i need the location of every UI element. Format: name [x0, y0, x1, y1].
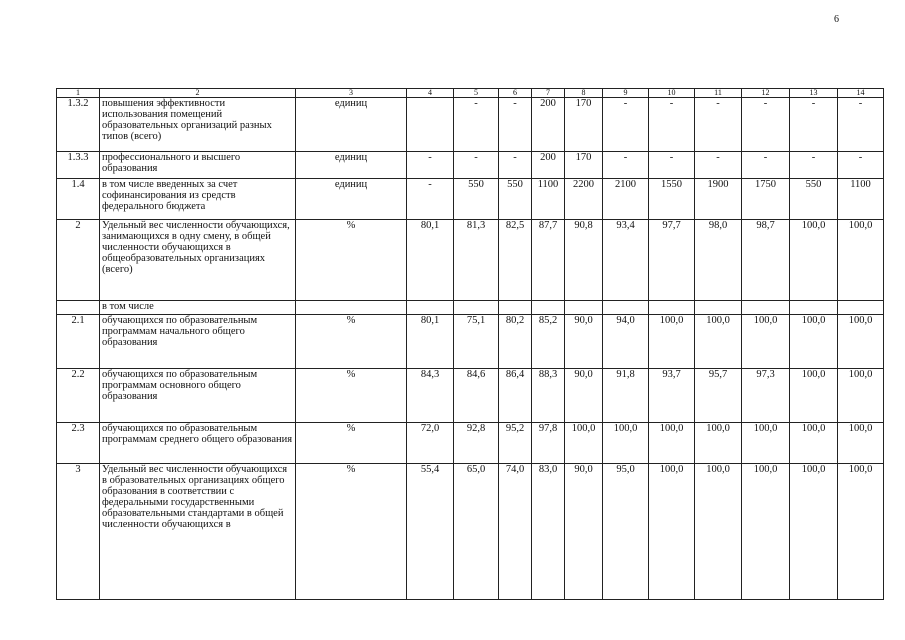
- value-cell: 100,0: [695, 315, 742, 369]
- indicator-name: в том числе: [100, 301, 296, 315]
- value-cell: 80,1: [407, 315, 454, 369]
- row-number: 2.3: [57, 423, 100, 464]
- value-cell: 84,3: [407, 369, 454, 423]
- value-cell: 72,0: [407, 423, 454, 464]
- unit-cell: %: [296, 369, 407, 423]
- value-cell: [565, 301, 603, 315]
- column-number: 4: [407, 89, 454, 98]
- value-cell: -: [838, 152, 884, 179]
- value-cell: 91,8: [603, 369, 649, 423]
- unit-cell: %: [296, 423, 407, 464]
- value-cell: -: [499, 152, 532, 179]
- value-cell: 65,0: [454, 464, 499, 600]
- column-number: 7: [532, 89, 565, 98]
- row-number: 1.3.3: [57, 152, 100, 179]
- value-cell: 550: [499, 179, 532, 220]
- row-number: 3: [57, 464, 100, 600]
- value-cell: 80,1: [407, 220, 454, 301]
- value-cell: 100,0: [649, 464, 695, 600]
- indicator-name: обучающихся по образовательным программам среднего общего образования: [100, 423, 296, 464]
- row-number: 2.2: [57, 369, 100, 423]
- page-number: 6: [834, 14, 839, 25]
- column-number: 13: [790, 89, 838, 98]
- column-number: 9: [603, 89, 649, 98]
- value-cell: -: [649, 98, 695, 152]
- row-number: 2: [57, 220, 100, 301]
- indicators-table: [56, 88, 884, 600]
- indicator-name: Удельный вес численности обучающихся в образовательных организациях общего образования в соответствии с федеральными государственными образовательными стандартами в общей численности обучающихся в: [100, 464, 296, 600]
- value-cell: -: [790, 98, 838, 152]
- value-cell: 93,7: [649, 369, 695, 423]
- table-row: [57, 369, 884, 423]
- value-cell: -: [742, 98, 790, 152]
- column-number-row: [57, 89, 884, 98]
- table-row: [57, 152, 884, 179]
- value-cell: [649, 301, 695, 315]
- value-cell: -: [649, 152, 695, 179]
- value-cell: -: [790, 152, 838, 179]
- value-cell: 100,0: [790, 464, 838, 600]
- indicator-name: обучающихся по образовательным программам основного общего образования: [100, 369, 296, 423]
- value-cell: 98,0: [695, 220, 742, 301]
- value-cell: 550: [454, 179, 499, 220]
- value-cell: 75,1: [454, 315, 499, 369]
- value-cell: 95,7: [695, 369, 742, 423]
- column-number: 10: [649, 89, 695, 98]
- value-cell: 90,8: [565, 220, 603, 301]
- value-cell: 84,6: [454, 369, 499, 423]
- value-cell: 100,0: [742, 315, 790, 369]
- value-cell: 95,0: [603, 464, 649, 600]
- column-number: 12: [742, 89, 790, 98]
- table-row: [57, 179, 884, 220]
- value-cell: -: [603, 152, 649, 179]
- indicator-name: повышения эффективности использования помещений образовательных организаций разных типов (всего): [100, 98, 296, 152]
- value-cell: 92,8: [454, 423, 499, 464]
- value-cell: 82,5: [499, 220, 532, 301]
- value-cell: 200: [532, 152, 565, 179]
- value-cell: 55,4: [407, 464, 454, 600]
- value-cell: 100,0: [695, 464, 742, 600]
- value-cell: 80,2: [499, 315, 532, 369]
- value-cell: 100,0: [838, 315, 884, 369]
- row-number: 1.3.2: [57, 98, 100, 152]
- indicator-name: в том числе введенных за счет софинансирования из средств федерального бюджета: [100, 179, 296, 220]
- value-cell: 100,0: [742, 423, 790, 464]
- value-cell: 1100: [838, 179, 884, 220]
- unit-cell: единиц: [296, 98, 407, 152]
- value-cell: 90,0: [565, 315, 603, 369]
- column-number: 11: [695, 89, 742, 98]
- table-row: [57, 220, 884, 301]
- value-cell: 94,0: [603, 315, 649, 369]
- value-cell: 100,0: [649, 423, 695, 464]
- table-row: [57, 315, 884, 369]
- unit-cell: [296, 301, 407, 315]
- value-cell: [742, 301, 790, 315]
- value-cell: -: [454, 98, 499, 152]
- unit-cell: единиц: [296, 179, 407, 220]
- value-cell: 86,4: [499, 369, 532, 423]
- value-cell: 100,0: [838, 369, 884, 423]
- value-cell: [407, 301, 454, 315]
- value-cell: [532, 301, 565, 315]
- table-row: [57, 301, 884, 315]
- value-cell: 74,0: [499, 464, 532, 600]
- value-cell: 1100: [532, 179, 565, 220]
- value-cell: 97,3: [742, 369, 790, 423]
- value-cell: 100,0: [695, 423, 742, 464]
- value-cell: -: [407, 179, 454, 220]
- value-cell: 1750: [742, 179, 790, 220]
- value-cell: 200: [532, 98, 565, 152]
- value-cell: -: [742, 152, 790, 179]
- value-cell: 97,8: [532, 423, 565, 464]
- value-cell: [790, 301, 838, 315]
- unit-cell: %: [296, 464, 407, 600]
- value-cell: 100,0: [742, 464, 790, 600]
- value-cell: -: [454, 152, 499, 179]
- value-cell: 90,0: [565, 369, 603, 423]
- value-cell: 90,0: [565, 464, 603, 600]
- value-cell: 2200: [565, 179, 603, 220]
- value-cell: 100,0: [649, 315, 695, 369]
- value-cell: [603, 301, 649, 315]
- value-cell: 83,0: [532, 464, 565, 600]
- indicator-name: обучающихся по образовательным программам начального общего образования: [100, 315, 296, 369]
- value-cell: 100,0: [603, 423, 649, 464]
- value-cell: -: [838, 98, 884, 152]
- value-cell: 88,3: [532, 369, 565, 423]
- value-cell: 95,2: [499, 423, 532, 464]
- value-cell: 1550: [649, 179, 695, 220]
- indicator-name: Удельный вес численности обучающихся, занимающихся в одну смену, в общей численности обучающихся в общеобразовательных организациях (всего): [100, 220, 296, 301]
- value-cell: 93,4: [603, 220, 649, 301]
- column-number: 8: [565, 89, 603, 98]
- value-cell: 81,3: [454, 220, 499, 301]
- value-cell: 2100: [603, 179, 649, 220]
- value-cell: 170: [565, 98, 603, 152]
- table-row: [57, 98, 884, 152]
- value-cell: 100,0: [838, 464, 884, 600]
- value-cell: 100,0: [790, 423, 838, 464]
- value-cell: 100,0: [790, 315, 838, 369]
- value-cell: 1900: [695, 179, 742, 220]
- unit-cell: единиц: [296, 152, 407, 179]
- value-cell: [838, 301, 884, 315]
- value-cell: -: [499, 98, 532, 152]
- value-cell: [695, 301, 742, 315]
- value-cell: 550: [790, 179, 838, 220]
- value-cell: 100,0: [565, 423, 603, 464]
- value-cell: [454, 301, 499, 315]
- unit-cell: %: [296, 315, 407, 369]
- unit-cell: %: [296, 220, 407, 301]
- value-cell: 98,7: [742, 220, 790, 301]
- value-cell: 100,0: [790, 369, 838, 423]
- column-number: 3: [296, 89, 407, 98]
- column-number: 2: [100, 89, 296, 98]
- value-cell: 100,0: [838, 423, 884, 464]
- value-cell: 87,7: [532, 220, 565, 301]
- row-number: [57, 301, 100, 315]
- value-cell: 170: [565, 152, 603, 179]
- row-number: 1.4: [57, 179, 100, 220]
- value-cell: -: [603, 98, 649, 152]
- row-number: 2.1: [57, 315, 100, 369]
- value-cell: 97,7: [649, 220, 695, 301]
- value-cell: 85,2: [532, 315, 565, 369]
- indicator-name: профессионального и высшего образования: [100, 152, 296, 179]
- value-cell: -: [695, 152, 742, 179]
- table-row: [57, 423, 884, 464]
- column-number: 6: [499, 89, 532, 98]
- column-number: 5: [454, 89, 499, 98]
- value-cell: -: [407, 152, 454, 179]
- value-cell: [499, 301, 532, 315]
- column-number: 1: [57, 89, 100, 98]
- value-cell: [407, 98, 454, 152]
- value-cell: 100,0: [838, 220, 884, 301]
- table-row: [57, 464, 884, 600]
- value-cell: -: [695, 98, 742, 152]
- column-number: 14: [838, 89, 884, 98]
- value-cell: 100,0: [790, 220, 838, 301]
